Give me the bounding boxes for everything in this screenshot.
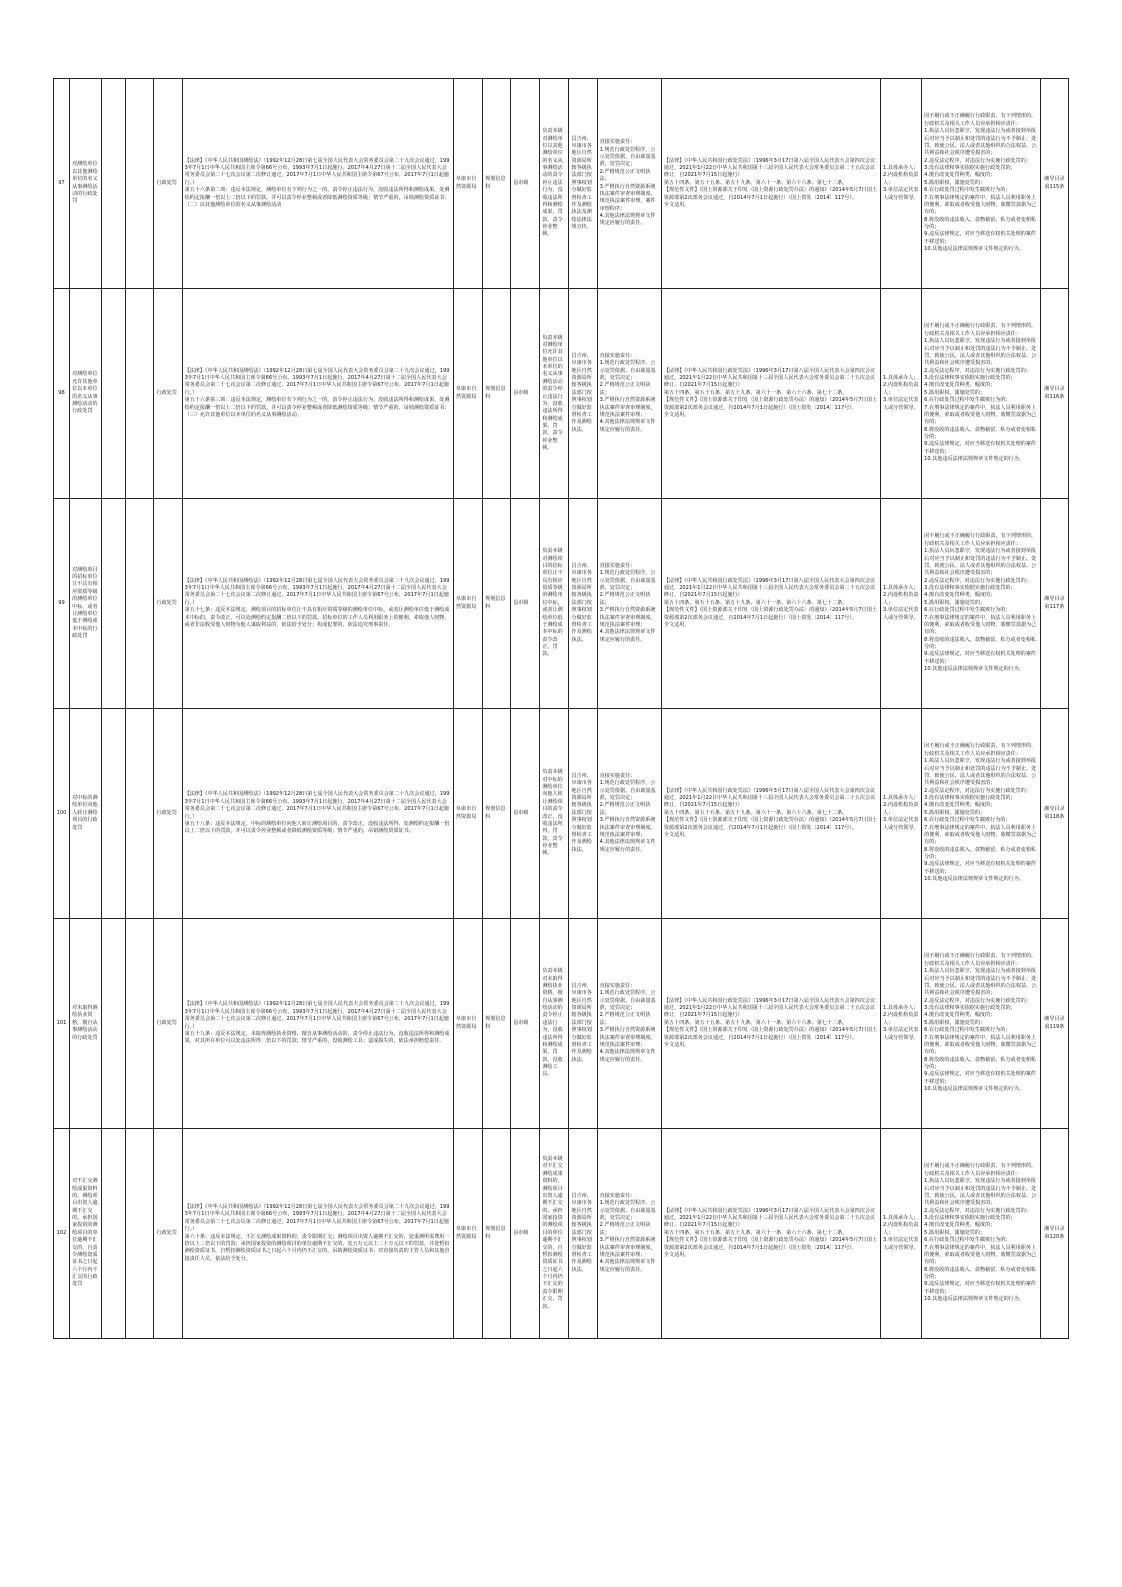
remark: 湘导目录第115条 xyxy=(1040,79,1068,289)
empty-cell xyxy=(102,79,126,289)
implementation-responsibility: 直接实施责任： 1.规范行政处罚程序，公示处罚依据、自由裁量基准，处罚决定； 2.严格规范公正文明执法； 3.严格执行自然资源系统执法案件审查审理制度，规范执法案件审理； 4.其他法律法规规章文件规定应履行的责任。 xyxy=(597,709,661,919)
item-name: 对未取得测绘执业资格，擅自从事测绘活动的行政处罚 xyxy=(70,919,102,1129)
responsibility-scope: 负责本级对未取得测绘执业资格，擅自从事测绘活动的责令停止违法行为，没收违法所得和测绘成果，罚款，没收测绘工具。 xyxy=(540,919,569,1129)
responsibility-legal-basis: 【法律】《中华人民共和国行政处罚法》（1996年3月17日第八届全国人民代表大会第四次会议通过，2021年1月22日中华人民共和国第十三届全国人民代表大会常务委员会第二十五次会议修订，自2021年7月15日起施行） 第五十四条、第五十五条、第五十九条、第六十一条、第六十六条、第七十二条。 【规范性文件】《国土资源部关于印发〈国土资源行政处罚办法〉的通知》（2014年5月7日国土资源部第2次部务会议通过，自2014年7月1日起施行）（国土资发〔2014〕117号）。 全文适用。 xyxy=(661,919,880,1129)
exercise-level: 县市级 xyxy=(511,709,540,919)
responsibility-scope: 负责本级对中标的测绘单位向他人转让测绘项目的责令改正，没收违法所得，罚款，责令停业整顿。 xyxy=(540,709,569,919)
supervision-duty: 昌吉州、阜康市各地区自然资源局所辖各级执法部门按照事权划分做好监督检查工作及测绘执法。 xyxy=(569,289,597,499)
empty-cell xyxy=(126,499,154,709)
liability-circumstances: 因不履行或不正确履行行政职责，有下列情形的，行政机关及相关工作人员应承担相应责任： 1.执法人员玩忽职守，发现违法行为或者接到举报后对应当予以制止和处罚的违法行为不予制止、处罚，致使公民、法人或者其他组织的合法权益、公共利益和社会秩序遭受损害的； 2.违反法定程序，对违法行为实施行政处罚的； 3.没有法律和事实依据实施行政处罚的； 4.擅自改变处罚种类、幅度的； 5.滥用职权、滥施处罚的； 6.在行政处罚过程中发生腐败行为的； 7.在刑事法律规定的案件中，执法人员利用职务上的便利，索取或者收受他人财物，收缴罚款据为己有的； 8.将没收的违法收入、款物截留、私分或者变相私分的； 9.违反法律规定，对应当移送有权机关处理的案件不移送的； 10.其他违反法律法规规章文件规定的行为。 xyxy=(922,709,1041,919)
remark: 湘导目录第119条 xyxy=(1040,919,1068,1129)
implementation-responsibility: 直接实施责任： 1.规范行政处罚程序，公示处罚依据、自由裁量基准，处罚决定； 2.严格规范公正文明执法； 3.严格执行自然资源系统执法案件审查审理制度，规范执法案件审理； 4.其他法律法规规章文件规定应履行的责任。 xyxy=(597,289,661,499)
supervision-duty: 昌吉州、阜康市各地区自然资源局所辖各级执法部门按照事权划分做好监督检查工作及测绘执法。 xyxy=(569,919,597,1129)
item-number: 97 xyxy=(54,79,70,289)
empty-cell xyxy=(102,289,126,499)
item-category: 行政处罚 xyxy=(154,289,182,499)
responsibility-scope: 负责本级对测绘单位以其他测绘单位的名义从事测绘活动的责令停止违法行为，没收违法所得和测绘成果，罚款，责令停业整顿。 xyxy=(540,79,569,289)
empty-cell xyxy=(102,919,126,1129)
empty-cell xyxy=(126,709,154,919)
table-row xyxy=(54,709,1069,919)
supervision-duty: 昌吉州、阜康市各地区自然资源局所辖各级执法部门按照事权划分做好监督检查工作及测绘执法及测绘法律法规宣传。 xyxy=(569,79,597,289)
remark: 湘导目录第118条 xyxy=(1040,709,1068,919)
implementing-department: 阜康市自然资源局 xyxy=(453,499,482,709)
liability-circumstances: 因不履行或不正确履行行政职责，有下列情形的，行政机关及相关工作人员应承担相应责任： 1.执法人员玩忽职守，发现违法行为或者接到举报后对应当予以制止和处罚的违法行为不予制止、处罚，致使公民、法人或者其他组织的合法权益、公共利益和社会秩序遭受损害的； 2.违反法定程序，对违法行为实施行政处罚的； 3.没有法律和事实依据实施行政处罚的； 4.擅自改变处罚种类、幅度的； 5.滥用职权、滥施处罚的； 6.在行政处罚过程中发生腐败行为的； 7.在刑事法律规定的案件中，执法人员利用职务上的便利，索取或者收受他人财物，收缴罚款据为己有的； 8.将没收的违法收入、款物截留、私分或者变相私分的； 9.违反法律规定，对应当移送有权机关处理的案件不移送的； 10.其他违反法律法规规章文件规定的行为。 xyxy=(922,499,1041,709)
responsible-persons: 1.具体承办人； 2.内设机构负责人； 3.单位法定代表人或分管领导。 xyxy=(880,1129,921,1339)
liability-circumstances: 因不履行或不正确履行行政职责，有下列情形的，行政机关及相关工作人员应承担相应责任： 1.执法人员玩忽职守，发现违法行为或者接到举报后对应当予以制止和处罚的违法行为不予制止、处罚，致使公民、法人或者其他组织的合法权益、公共利益和社会秩序遭受损害的； 2.违反法定程序，对违法行为实施行政处罚的； 3.没有法律和事实依据实施行政处罚的； 4.擅自改变处罚种类、幅度的； 5.滥用职权、滥施处罚的； 6.在行政处罚过程中发生腐败行为的； 7.在刑事法律规定的案件中，执法人员利用职务上的便利，索取或者收受他人财物，收缴罚款据为己有的； 8.将没收的违法收入、款物截留、私分或者变相私分的； 9.违反法律规定，对应当移送有权机关处理的案件不移送的； 10.其他违反法律法规规章文件规定的行为。 xyxy=(922,289,1041,499)
exercise-level: 县市级 xyxy=(511,289,540,499)
empty-cell xyxy=(126,79,154,289)
responsible-office: 规划信息科 xyxy=(483,919,511,1129)
item-category: 行政处罚 xyxy=(154,79,182,289)
responsible-persons: 1.具体承办人； 2.内设机构负责人； 3.单位法定代表人或分管领导。 xyxy=(880,79,921,289)
responsibility-scope: 负责本级对不汇交测绘成果资料的，测绘项目出资人逾期不汇交的，承担国家投资的测绘项目的单位逾期不汇交的，自暂扣测绘资质证书之日起六个月内仍不汇交的责令限期汇交，罚款。 xyxy=(540,1129,569,1339)
table-row xyxy=(54,79,1069,289)
empty-cell xyxy=(102,709,126,919)
item-category: 行政处罚 xyxy=(154,499,182,709)
implementing-department: 阜康市自然资源局 xyxy=(453,709,482,919)
item-name: 对测绘单位允许其他单位以本单位的名义从事测绘活动的行政处罚 xyxy=(70,289,102,499)
item-category: 行政处罚 xyxy=(154,1129,182,1339)
legal-basis: 【法律】《中华人民共和国测绘法》（1992年12月28日第七届全国人民代表大会常务委员会第二十九次会议通过，1993年7月1日中华人民共和国主席令第66号公布，1993年7月1日起施行。2017年4月27日第十二届全国人民代表大会常务委员会第二十七次会议第二次修订通过，2017年7月1日中华人民共和国主席令第67号公布，2017年7月1日起施行。） 第六十条：违反本法规定，不汇交测绘成果资料的，责令限期汇交；测绘项目出资人逾期不汇交的，处重测所需费用一倍以上二倍以下的罚款；承担国家投资的测绘项目的单位逾期不汇交的，处五万元以上二十万元以下的罚款，并处暂扣测绘资质证书，自暂扣测绘资质证书之日起六个月内仍不汇交的，吊销测绘资质证书；对直接负责的主管人员和其他直接责任人员，依法给予处分。 xyxy=(182,1129,453,1339)
responsible-persons: 1.具体承办人； 2.内设机构负责人； 3.单位法定代表人或分管领导。 xyxy=(880,919,921,1129)
responsible-office: 规划信息科 xyxy=(483,499,511,709)
supervision-duty: 昌吉州、阜康市各地区自然资源局所辖各级执法部门按照事权划分做好监督检查工作及测绘执法。 xyxy=(569,1129,597,1339)
responsibility-scope: 负责本级对测绘项目的招标单位让不具有相应资质等级的测绘单位中标，或者让测绘单位低于测绘成本中标的责令改正，罚款。 xyxy=(540,499,569,709)
liability-circumstances: 因不履行或不正确履行行政职责，有下列情形的，行政机关及相关工作人员应承担相应责任： 1.执法人员玩忽职守，发现违法行为或者接到举报后对应当予以制止和处罚的违法行为不予制止、处罚，致使公民、法人或者其他组织的合法权益、公共利益和社会秩序遭受损害的； 2.违反法定程序，对违法行为实施行政处罚的； 3.没有法律和事实依据实施行政处罚的； 4.擅自改变处罚种类、幅度的； 5.滥用职权、滥施处罚的； 6.在行政处罚过程中发生腐败行为的； 7.在刑事法律规定的案件中，执法人员利用职务上的便利，索取或者收受他人财物，收缴罚款据为己有的； 8.将没收的违法收入、款物截留、私分或者变相私分的； 9.违反法律规定，对应当移送有权机关处理的案件不移送的； 10.其他违反法律法规规章文件规定的行为。 xyxy=(922,79,1041,289)
legal-basis: 【法律】《中华人民共和国测绘法》（1992年12月28日第七届全国人民代表大会常务委员会第二十九次会议通过，1993年7月1日中华人民共和国主席令第66号公布，1993年7月1日起施行。2017年4月27日第十二届全国人民代表大会常务委员会第二十七次会议第二次修订通过，2017年7月1日中华人民共和国主席令第67号公布，2017年7月1日起施行。） 第五十八条：违反本法规定，中标的测绘单位向他人转让测绘项目的，责令改正，没收违法所得，处测绘约定报酬一倍以上二倍以下的罚款，并可以责令停业整顿或者降低测绘资质等级；情节严重的，吊销测绘资质证书。 xyxy=(182,709,453,919)
item-category: 行政处罚 xyxy=(154,709,182,919)
empty-cell xyxy=(126,1129,154,1339)
legal-basis: 【法律】《中华人民共和国测绘法》（1992年12月28日第七届全国人民代表大会常务委员会第二十九次会议通过，1993年7月1日中华人民共和国主席令第66号公布，1993年7月1日起施行。2017年4月27日第十二届全国人民代表大会常务委员会第二十七次会议第二次修订通过，2017年7月1日中华人民共和国主席令第67号公布，2017年7月1日起施行。） 第五十七条：违反本法规定，测绘项目的招标单位让不具有相应资质等级的测绘单位中标，或者让测绘单位低于测绘成本中标的，责令改正，可以处测绘约定报酬二倍以下的罚款。招标单位的工作人员利用职务上的便利，索取他人财物，或者非法收受他人财物为他人谋取利益的，依法给予处分；构成犯罪的，依法追究刑事责任。 xyxy=(182,499,453,709)
implementation-responsibility: 直接实施责任： 1.规范行政处罚程序，公示处罚依据、自由裁量基准，处罚决定； 2.严格规范公正文明执法； 3.严格执行自然资源系统执法案件审查审理制度，规范执法案件审理，案件审理程序； 4.其他法律法规规章文件规定应履行的责任。 xyxy=(597,79,661,289)
implementation-responsibility: 直接实施责任： 1.规范行政处罚程序，公示处罚依据、自由裁量基准，处罚决定； 2.严格规范公正文明执法； 3.严格执行自然资源系统执法案件审查审理制度，规范执法案件审理； 4.其他法律法规规章文件规定应履行的责任。 xyxy=(597,919,661,1129)
item-name: 对中标的测绘单位向他人转让测绘项目的行政处罚 xyxy=(70,709,102,919)
implementation-responsibility: 直接实施责任： 1.规范行政处罚程序，公示处罚依据、自由裁量基准，处罚决定； 2.严格规范公正文明执法； 3.严格执行自然资源系统执法案件审查审理制度，规范执法案件审理； 4.其他法律法规规章文件规定应履行的责任。 xyxy=(597,499,661,709)
remark: 湘导目录第117条 xyxy=(1040,499,1068,709)
power-list-table xyxy=(53,78,1069,1339)
implementation-responsibility: 直接实施责任： 1.规范行政处罚程序，公示处罚依据、自由裁量基准，处罚决定； 2.严格规范公正文明执法； 3.严格执行自然资源系统执法案件审查审理制度，规范执法案件审理； 4.其他法律法规规章文件规定应履行的责任。 xyxy=(597,1129,661,1339)
exercise-level: 县市级 xyxy=(511,919,540,1129)
item-number: 99 xyxy=(54,499,70,709)
exercise-level: 县市级 xyxy=(511,79,540,289)
responsible-persons: 1.具体承办人； 2.内设机构负责人； 3.单位法定代表人或分管领导。 xyxy=(880,709,921,919)
responsible-persons: 1.具体承办人； 2.内设机构负责人； 3.单位法定代表人或分管领导。 xyxy=(880,289,921,499)
table-body xyxy=(54,79,1069,1339)
exercise-level: 县市级 xyxy=(511,499,540,709)
item-number: 100 xyxy=(54,709,70,919)
legal-basis: 【法律】《中华人民共和国测绘法》（1992年12月28日第七届全国人民代表大会常务委员会第二十九次会议通过，1993年7月1日中华人民共和国主席令第66号公布，1993年7月1日起施行。2017年4月27日第十二届全国人民代表大会常务委员会第二十七次会议第二次修订通过，2017年7月1日中华人民共和国主席令第67号公布，2017年7月1日起施行。） 第五十六条第二项：违反本法规定，测绘单位有下列行为之一的，责令停止违法行为，没收违法所得和测绘成果，处测绘约定报酬一倍以上二倍以下的罚款，并可以责令停业整顿或者降低测绘资质等级；情节严重的，吊销测绘资质证书： （二）以其他测绘单位的名义从事测绘活动 xyxy=(182,79,453,289)
legal-basis: 【法律】《中华人民共和国测绘法》（1992年12月28日第七届全国人民代表大会常务委员会第二十九次会议通过，1993年7月1日中华人民共和国主席令第66号公布，1993年7月1日起施行。2017年4月27日第十二届全国人民代表大会常务委员会第二十七次会议第二次修订通过，2017年7月1日中华人民共和国主席令第67号公布，2017年7月1日起施行。） 第五十六条第三项：违反本法规定，测绘单位有下列行为之一的，责令停止违法行为，没收违法所得和测绘成果，处测绘约定报酬一倍以上二倍以下的罚款，并可以责令停业整顿或者降低测绘资质等级；情节严重的，吊销测绘资质证书： （三）允许其他单位以本单位的名义从事测绘活动。 xyxy=(182,289,453,499)
responsible-office: 规划信息科 xyxy=(483,289,511,499)
responsibility-legal-basis: 【法律】《中华人民共和国行政处罚法》（1996年3月17日第八届全国人民代表大会第四次会议通过，2021年1月22日中华人民共和国第十三届全国人民代表大会常务委员会第二十五次会议修订，自2021年7月15日起施行） 第五十四条、第五十五条、第五十九条、第六十一条、第六十六条、第七十二条。 【规范性文件】《国土资源部关于印发〈国土资源行政处罚办法〉的通知》（2014年5月7日国土资源部第2次部务会议通过，自2014年7月1日起施行）（国土资发〔2014〕117号）。 全文适用。 xyxy=(661,79,880,289)
item-name: 对测绘项目的招标单位让不具有相应资质等级的测绘单位中标，或者让测绘单位低于测绘成本中标的行政处罚 xyxy=(70,499,102,709)
table-row xyxy=(54,499,1069,709)
responsibility-scope: 负责本级对测绘单位允许其他单位以本单位的名义从事测绘活动的责令停止违法行为，没收违法所得和测绘成果，罚款，责令停业整顿。 xyxy=(540,289,569,499)
responsibility-legal-basis: 【法律】《中华人民共和国行政处罚法》（1996年3月17日第八届全国人民代表大会第四次会议通过，2021年1月22日中华人民共和国第十三届全国人民代表大会常务委员会第二十五次会议修订，自2021年7月15日起施行） 第五十四条、第五十五条、第五十九条、第六十一条、第六十六条、第七十二条。 【规范性文件】《国土资源部关于印发〈国土资源行政处罚办法〉的通知》（2014年5月7日国土资源部第2次部务会议通过，自2014年7月1日起施行）（国土资发〔2014〕117号）。 全文适用。 xyxy=(661,289,880,499)
item-name: 对不汇交测绘成果资料的，测绘项目出资人逾期不汇交的，承担国家投资的测绘项目的单位逾期不汇交的，自责令测绘资质证书之日起六个月内不汇交的行政处罚 xyxy=(70,1129,102,1339)
responsible-office: 规划信息科 xyxy=(483,1129,511,1339)
remark: 湘导目录第120条 xyxy=(1040,1129,1068,1339)
supervision-duty: 昌吉州、阜康市各地区自然资源局所辖各级执法部门按照事权划分做好监督检查工作及测绘执法。 xyxy=(569,709,597,919)
empty-cell xyxy=(102,1129,126,1339)
empty-cell xyxy=(126,289,154,499)
empty-cell xyxy=(126,919,154,1129)
implementing-department: 阜康市自然资源局 xyxy=(453,79,482,289)
legal-basis: 【法律】《中华人民共和国测绘法》（1992年12月28日第七届全国人民代表大会常务委员会第二十九次会议通过，1993年7月1日中华人民共和国主席令第66号公布，1993年7月1日起施行。2017年4月27日第十二届全国人民代表大会常务委员会第二十七次会议第二次修订通过，2017年7月1日中华人民共和国主席令第67号公布，2017年7月1日起施行。） 第五十九条：违反本法规定，未取得测绘执业资格，擅自从事测绘活动的，责令停止违法行为，没收违法所得和测绘成果，对其所在单位可以处违法所得二倍以下的罚款；情节严重的，没收测绘工具；造成损失的，依法承担赔偿责任。 xyxy=(182,919,453,1129)
item-number: 98 xyxy=(54,289,70,499)
exercise-level: 县市级 xyxy=(511,1129,540,1339)
responsible-office: 规划信息科 xyxy=(483,79,511,289)
item-number: 101 xyxy=(54,919,70,1129)
item-name: 对测绘单位以其他测绘单位的名义从事测绘活动的行政处罚 xyxy=(70,79,102,289)
liability-circumstances: 因不履行或不正确履行行政职责，有下列情形的，行政机关及相关工作人员应承担相应责任： 1.执法人员玩忽职守，发现违法行为或者接到举报后对应当予以制止和处罚的违法行为不予制止、处罚，致使公民、法人或者其他组织的合法权益、公共利益和社会秩序遭受损害的； 2.违反法定程序，对违法行为实施行政处罚的； 3.没有法律和事实依据实施行政处罚的； 4.擅自改变处罚种类、幅度的； 5.滥用职权、滥施处罚的； 6.在行政处罚过程中发生腐败行为的； 7.在刑事法律规定的案件中，执法人员利用职务上的便利，索取或者收受他人财物，收缴罚款据为己有的； 8.将没收的违法收入、款物截留、私分或者变相私分的； 9.违反法律规定，对应当移送有权机关处理的案件不移送的； 10.其他违反法律法规规章文件规定的行为。 xyxy=(922,919,1041,1129)
table-row xyxy=(54,1129,1069,1339)
responsibility-legal-basis: 【法律】《中华人民共和国行政处罚法》（1996年3月17日第八届全国人民代表大会第四次会议通过，2021年1月22日中华人民共和国第十三届全国人民代表大会常务委员会第二十五次会议修订，自2021年7月15日起施行） 第五十四条、第五十五条、第五十九条、第六十一条、第六十六条、第七十二条。 【规范性文件】《国土资源部关于印发〈国土资源行政处罚办法〉的通知》（2014年5月7日国土资源部第2次部务会议通过，自2014年7月1日起施行）（国土资发〔2014〕117号）。 全文适用。 xyxy=(661,709,880,919)
table-row xyxy=(54,289,1069,499)
supervision-duty: 昌吉州、阜康市各地区自然资源局所辖各级执法部门按照事权划分做好监督检查工作及测绘执法。 xyxy=(569,499,597,709)
responsibility-legal-basis: 【法律】《中华人民共和国行政处罚法》（1996年3月17日第八届全国人民代表大会第四次会议通过，2021年1月22日中华人民共和国第十三届全国人民代表大会常务委员会第二十五次会议修订，自2021年7月15日起施行） 第五十四条、第五十五条、第五十九条、第六十一条、第六十六条、第七十二条。 【规范性文件】《国土资源部关于印发〈国土资源行政处罚办法〉的通知》（2014年5月7日国土资源部第2次部务会议通过，自2014年7月1日起施行）（国土资发〔2014〕117号）。 全文适用。 xyxy=(661,1129,880,1339)
implementing-department: 阜康市自然资源局 xyxy=(453,1129,482,1339)
empty-cell xyxy=(102,499,126,709)
responsible-office: 规划信息科 xyxy=(483,709,511,919)
liability-circumstances: 因不履行或不正确履行行政职责，有下列情形的，行政机关及相关工作人员应承担相应责任： 1.执法人员玩忽职守，发现违法行为或者接到举报后对应当予以制止和处罚的违法行为不予制止、处罚，致使公民、法人或者其他组织的合法权益、公共利益和社会秩序遭受损害的； 2.违反法定程序，对违法行为实施行政处罚的； 3.没有法律和事实依据实施行政处罚的； 4.擅自改变处罚种类、幅度的； 5.滥用职权、滥施处罚的； 6.在行政处罚过程中发生腐败行为的； 7.在刑事法律规定的案件中，执法人员利用职务上的便利，索取或者收受他人财物，收缴罚款据为己有的； 8.将没收的违法收入、款物截留、私分或者变相私分的； 9.违反法律规定，对应当移送有权机关处理的案件不移送的； 10.其他违反法律法规规章文件规定的行为。 xyxy=(922,1129,1041,1339)
responsibility-legal-basis: 【法律】《中华人民共和国行政处罚法》（1996年3月17日第八届全国人民代表大会第四次会议通过，2021年1月22日中华人民共和国第十三届全国人民代表大会常务委员会第二十五次会议修订，自2021年7月15日起施行） 第五十四条、第五十五条、第五十九条、第六十一条、第六十六条、第七十二条。 【规范性文件】《国土资源部关于印发〈国土资源行政处罚办法〉的通知》（2014年5月7日国土资源部第2次部务会议通过，自2014年7月1日起施行）（国土资发〔2014〕117号）。 全文适用。 xyxy=(661,499,880,709)
item-category: 行政处罚 xyxy=(154,919,182,1129)
implementing-department: 阜康市自然资源局 xyxy=(453,289,482,499)
table-row xyxy=(54,919,1069,1129)
implementing-department: 阜康市自然资源局 xyxy=(453,919,482,1129)
item-number: 102 xyxy=(54,1129,70,1339)
remark: 湘导目录第116条 xyxy=(1040,289,1068,499)
responsible-persons: 1.具体承办人； 2.内设机构负责人； 3.单位法定代表人或分管领导。 xyxy=(880,499,921,709)
